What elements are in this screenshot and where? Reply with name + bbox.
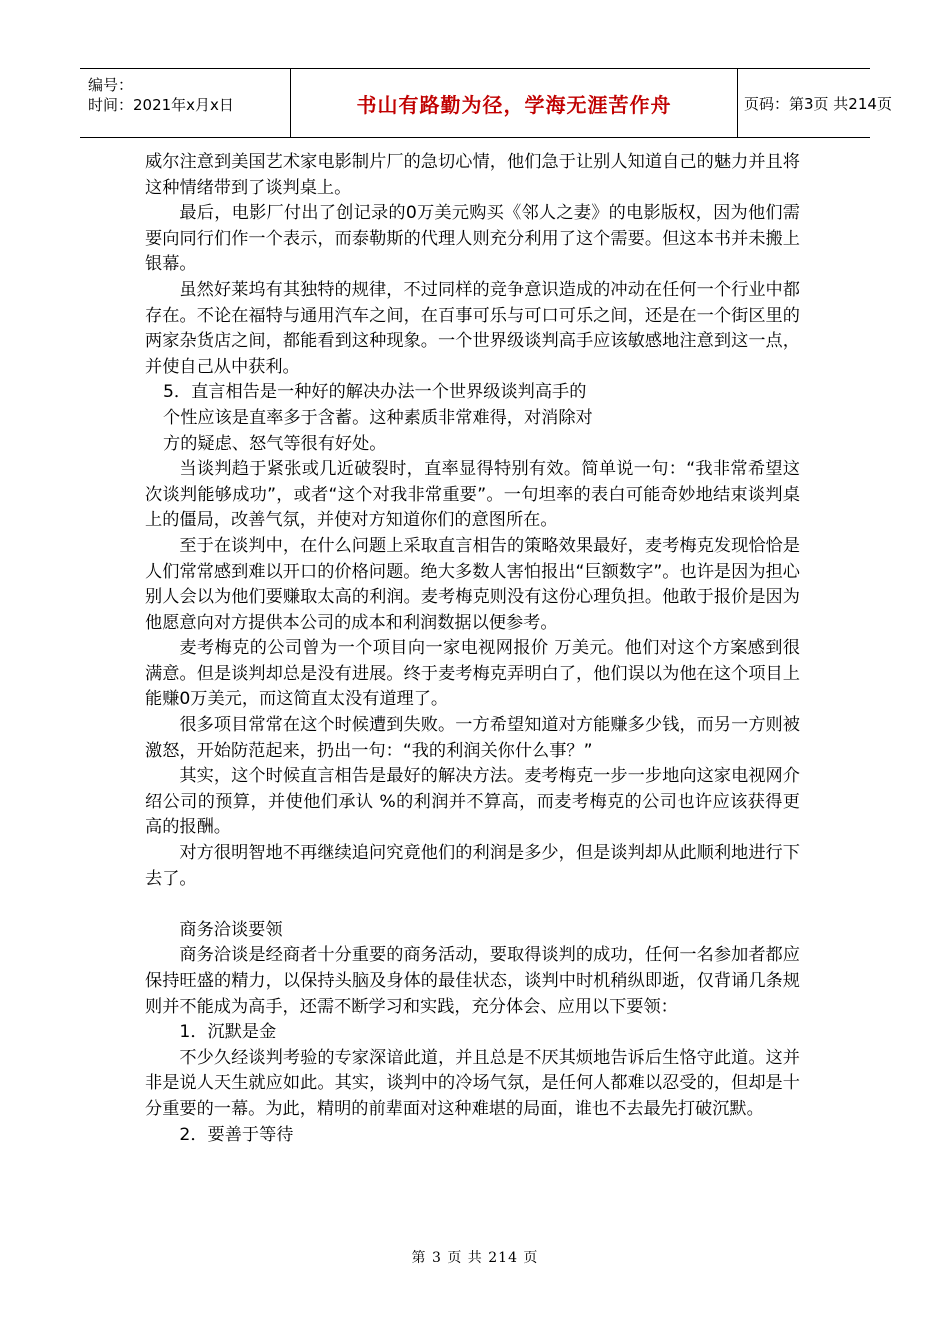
paragraph: 很多项目常常在这个时候遭到失败。一方希望知道对方能赚多少钱，而另一方则被激怒，开始防范起来，扔出一句：“我的利润关你什么事？” [145,715,800,761]
paragraph: 最后，电影厂付出了创记录的0万美元购买《邻人之妻》的电影版权，因为他们需要向同行们作一个表示，而泰勒斯的代理人则充分利用了这个需要。但这本书并未搬上银幕。 [145,203,800,275]
paragraph: 麦考梅克的公司曾为一个项目向一家电视网报价 万美元。他们对这个方案感到很满意。但是谈判却总是没有进展。终于麦考梅克弄明白了，他们误以为他在这个项目上能赚0万美元，而这简直太没有道理了。 [145,638,800,710]
blank-line [145,892,800,918]
paragraph: 威尔注意到美国艺术家电影制片厂的急切心情，他们急于让别人知道自己的魅力并且将这种情绪带到了谈判桌上。 [145,152,800,198]
number-label: 编号： [88,76,134,94]
header-motto: 书山有路勤为径，学海无涯苦作舟 [290,69,738,137]
paragraph: 不少久经谈判考验的专家深谙此道，并且总是不厌其烦地告诉后生恪守此道。这并非是说人天生就应如此。其实，谈判中的冷场气氛，是任何人都难以忍受的，但却是十分重要的一幕。为此，精明的前辈面对这种难堪的局面，谁也不去最先打破沉默。 [145,1047,800,1119]
paragraph: 虽然好莱坞有其独特的规律，不过同样的竞争意识造成的冲动在任何一个行业中都存在。不论在福特与通用汽车之间，在百事可乐与可口可乐之间，还是在一个街区里的两家杂货店之间，都能看到这种现象。一个世界级谈判高手应该敏感地注意到这一点，并使自己从中获利。 [145,279,800,377]
section-heading: 5．直言相告是一种好的解决办法一个世界级谈判高手的 [163,382,587,403]
paragraph: 个性应该是直率多于含蓄。这种素质非常难得，对消除对 [163,407,593,428]
time-label: 时间：2021年x月x日 [88,96,234,114]
paragraph: 当谈判趋于紧张或几近破裂时，直率显得特别有效。简单说一句：“我非常希望这次谈判能够成功”，或者“这个对我非常重要”。一句坦率的表白可能奇妙地结束谈判桌上的僵局，改善气氛，并使对方知道你们的意图所在。 [145,459,800,531]
paragraph: 商务洽谈是经商者十分重要的商务活动，要取得谈判的成功，任何一名参加者都应保持旺盛的精力，以保持头脑及身体的最佳状态，谈判中时机稍纵即逝，仅背诵几条规则并不能成为高手，还需不断学习和实践，充分体会、应用以下要领： [145,945,800,1017]
paragraph: 对方很明智地不再继续追问究竟他们的利润是多少，但是谈判却从此顺利地进行下去了。 [145,843,800,889]
header-meta [88,75,283,115]
paragraph: 至于在谈判中，在什么问题上采取直言相告的策略效果最好，麦考梅克发现恰恰是人们常常感到难以开口的价格问题。绝大多数人害怕报出“巨额数字”。也许是因为担心别人会以为他们要赚取太高的利润。麦考梅克则没有这份心理负担。他敢于报价是因为他愿意向对方提供本公司的成本和利润数据以便参考。 [145,535,800,633]
paragraph: 其实，这个时候直言相告是最好的解决方法。麦考梅克一步一步地向这家电视网介绍公司的预算，并使他们承认 %的利润并不算高，而麦考梅克的公司也许应该获得更高的报酬。 [145,766,800,838]
section-title: 商务洽谈要领 [179,919,283,940]
list-heading: 2．要善于等待 [179,1124,294,1145]
page-footer: 第 3 页 共 214 页 [411,1250,539,1266]
header-page-info: 页码：第3页 共214页 [744,94,892,113]
list-heading: 1．沉默是金 [179,1022,277,1043]
page-header [80,68,892,138]
paragraph: 方的疑虑、怒气等很有好处。 [163,433,387,454]
document-body [145,150,800,1148]
